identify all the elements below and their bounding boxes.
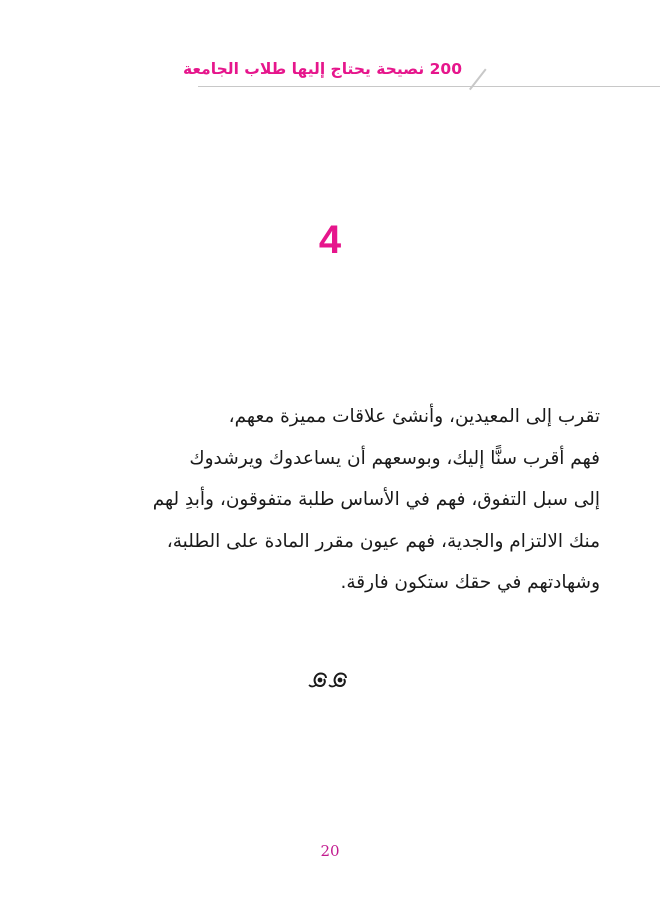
tip-body-line: منك الالتزام والجدية، فهم عيون مقرر المادة على الطلبة، (166, 530, 600, 552)
running-header-title: 200 نصيحة يحتاج إليها طلاب الجامعة (183, 60, 462, 78)
double-flourish-ornament-icon (306, 668, 354, 692)
tip-body-line: تقرب إلى المعيدين، وأنشئ علاقات مميزة معهم، (228, 406, 600, 427)
tip-body-line: إلى سبل التفوق، فهم في الأساس طلبة متفوقون، وأبدِ لهم (152, 489, 600, 510)
page-number: 20 (320, 842, 340, 860)
tip-body (60, 396, 600, 604)
tip-body-line: فهم أقرب سنًّا إليك، وبوسعهم أن يساعدوك ويرشدوك (189, 447, 600, 469)
tip-number: 4 (318, 218, 342, 262)
tip-body-line: وشهادتهم في حقك ستكون فارقة. (340, 572, 600, 593)
header-rule (198, 86, 660, 87)
